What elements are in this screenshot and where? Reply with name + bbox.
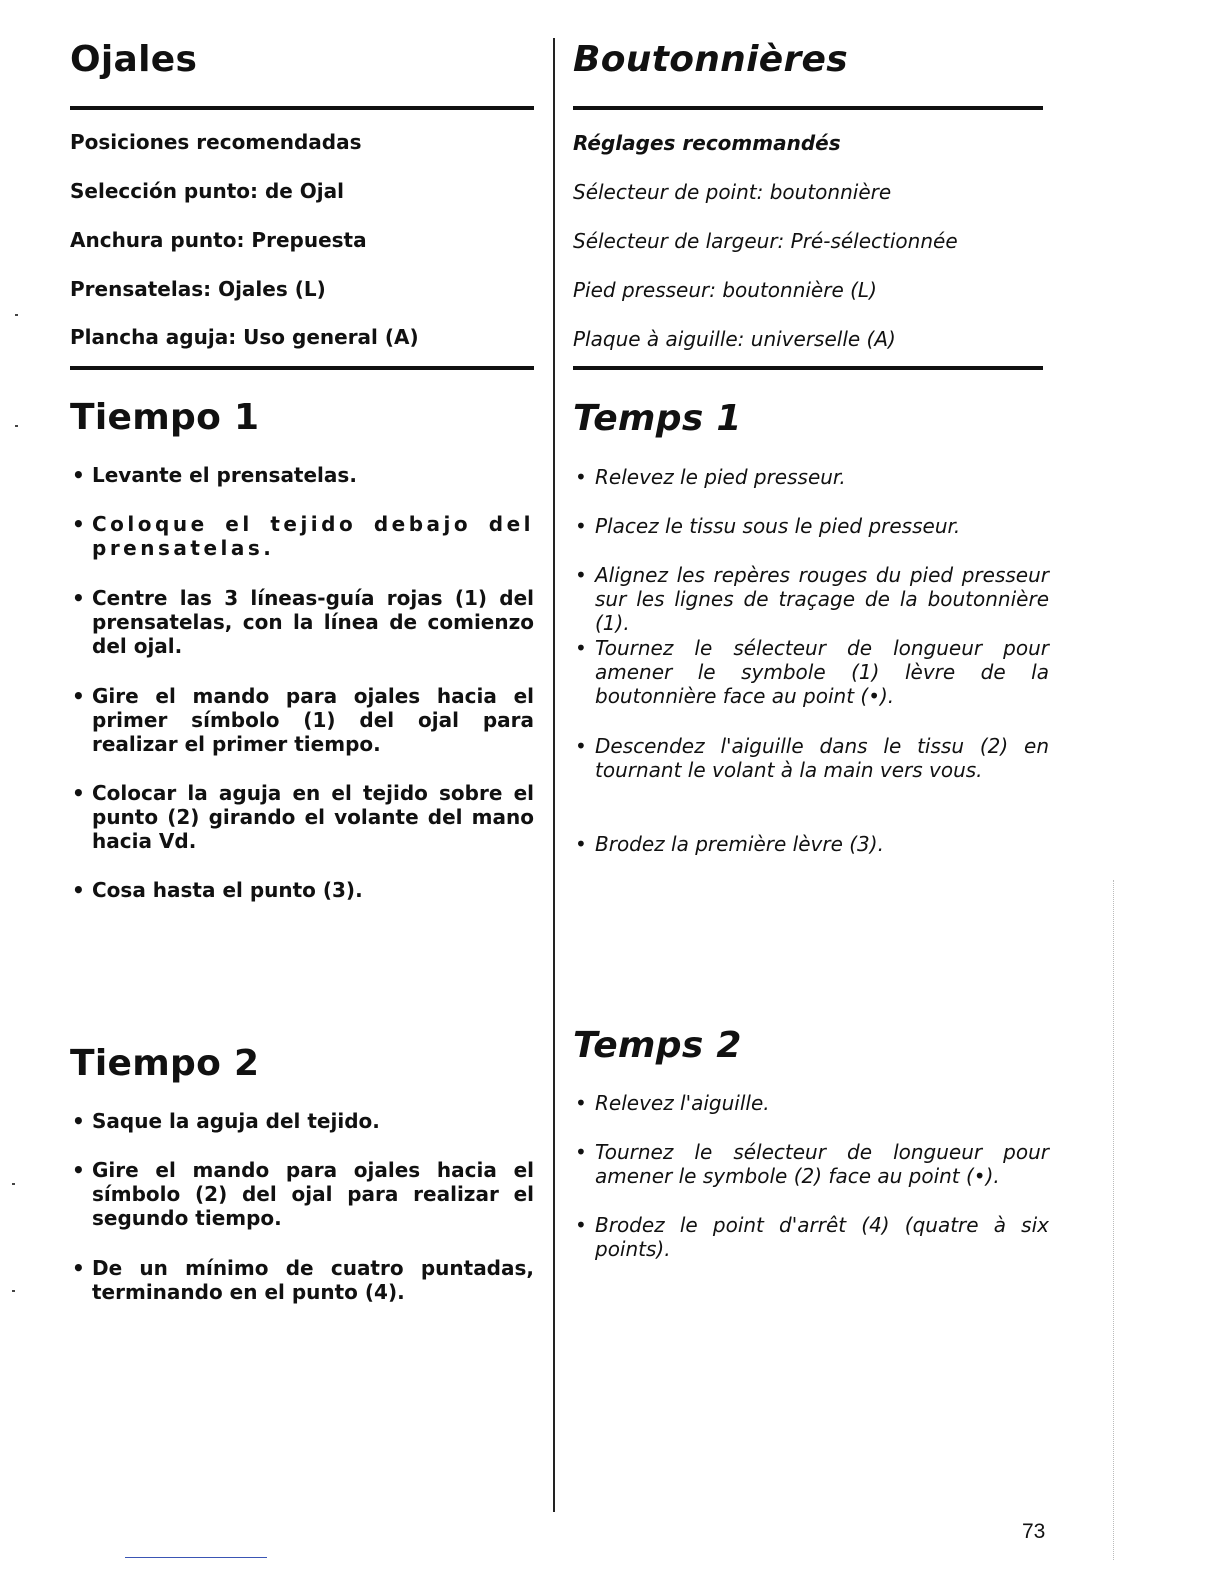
list-item: • Relevez le pied presseur. bbox=[573, 465, 1049, 489]
list-item: • Levante el prensatelas. bbox=[70, 463, 534, 487]
setting-foot-fr: Pied presseur: boutonnière (L) bbox=[573, 278, 877, 302]
settings-rule bbox=[70, 366, 534, 370]
setting-width-es: Anchura punto: Prepuesta bbox=[70, 228, 367, 252]
list-item: • Centre las 3 líneas-guía rojas (1) del prensatelas, con la línea de comienzo del ojal. bbox=[70, 586, 534, 658]
scan-speck bbox=[15, 314, 18, 316]
setting-plate-es: Plancha aguja: Uso general (A) bbox=[70, 325, 419, 349]
settings-heading-es: Posiciones recomendadas bbox=[70, 130, 362, 154]
list-item: • Tournez le sélecteur de longueur pour amener le symbole (2) face au point (•). bbox=[573, 1140, 1049, 1188]
list-item: • Placez le tissu sous le pied presseur. bbox=[573, 514, 1049, 538]
step1-title-fr: Temps 1 bbox=[573, 398, 742, 439]
scan-speck bbox=[12, 1290, 15, 1292]
list-item: • De un mínimo de cuatro puntadas, terminando en el punto (4). bbox=[70, 1256, 534, 1304]
setting-stitch-es: Selección punto: de Ojal bbox=[70, 179, 345, 203]
scan-speck bbox=[12, 1183, 15, 1185]
spanish-column bbox=[70, 0, 534, 1584]
page-number: 73 bbox=[1022, 1520, 1046, 1543]
list-item: • Gire el mando para ojales hacia el primer símbolo (1) del ojal para realizar el primer tiempo. bbox=[70, 684, 534, 756]
scan-edge bbox=[1113, 880, 1114, 1560]
title-rule bbox=[573, 106, 1043, 110]
list-item: • Descendez l'aiguille dans le tissu (2) en tournant le volant à la main vers vous. bbox=[573, 734, 1049, 782]
list-item: • Brodez la première lèvre (3). bbox=[573, 832, 1049, 856]
step2-title-fr: Temps 2 bbox=[573, 1025, 742, 1066]
settings-rule bbox=[573, 366, 1043, 370]
list-item: • Relevez l'aiguille. bbox=[573, 1091, 1049, 1115]
step2-title-es: Tiempo 2 bbox=[70, 1043, 260, 1084]
setting-foot-es: Prensatelas: Ojales (L) bbox=[70, 277, 326, 301]
column-divider bbox=[553, 38, 555, 1512]
list-item: • Tournez le sélecteur de longueur pour amener le symbole (1) lèvre de la boutonnière face au point (•). bbox=[573, 636, 1049, 708]
settings-heading-fr: Réglages recommandés bbox=[573, 131, 841, 155]
setting-width-fr: Sélecteur de largeur: Pré-sélectionnée bbox=[573, 229, 958, 253]
list-item: • Alignez les repères rouges du pied presseur sur les lignes de traçage de la boutonnière (1). bbox=[573, 563, 1049, 635]
list-item: • Saque la aguja del tejido. bbox=[70, 1109, 534, 1133]
scan-speck bbox=[15, 425, 18, 427]
list-item: • Cosa hasta el punto (3). bbox=[70, 878, 534, 902]
page-title-es: Ojales bbox=[70, 39, 198, 80]
step1-title-es: Tiempo 1 bbox=[70, 397, 260, 438]
list-item: • Gire el mando para ojales hacia el símbolo (2) del ojal para realizar el segundo tiempo. bbox=[70, 1158, 534, 1230]
title-rule bbox=[70, 106, 534, 110]
list-item: • Coloque el tejido debajo del prensatelas. bbox=[70, 512, 534, 560]
list-item: • Colocar la aguja en el tejido sobre el punto (2) girando el volante del mano hacia Vd. bbox=[70, 781, 534, 853]
list-item: • Brodez le point d'arrêt (4) (quatre à six points). bbox=[573, 1213, 1049, 1261]
setting-stitch-fr: Sélecteur de point: boutonnière bbox=[573, 180, 892, 204]
footer-line bbox=[125, 1557, 267, 1558]
page-title-fr: Boutonnières bbox=[573, 39, 848, 80]
setting-plate-fr: Plaque à aiguille: universelle (A) bbox=[573, 327, 896, 351]
french-column bbox=[573, 0, 1049, 1584]
